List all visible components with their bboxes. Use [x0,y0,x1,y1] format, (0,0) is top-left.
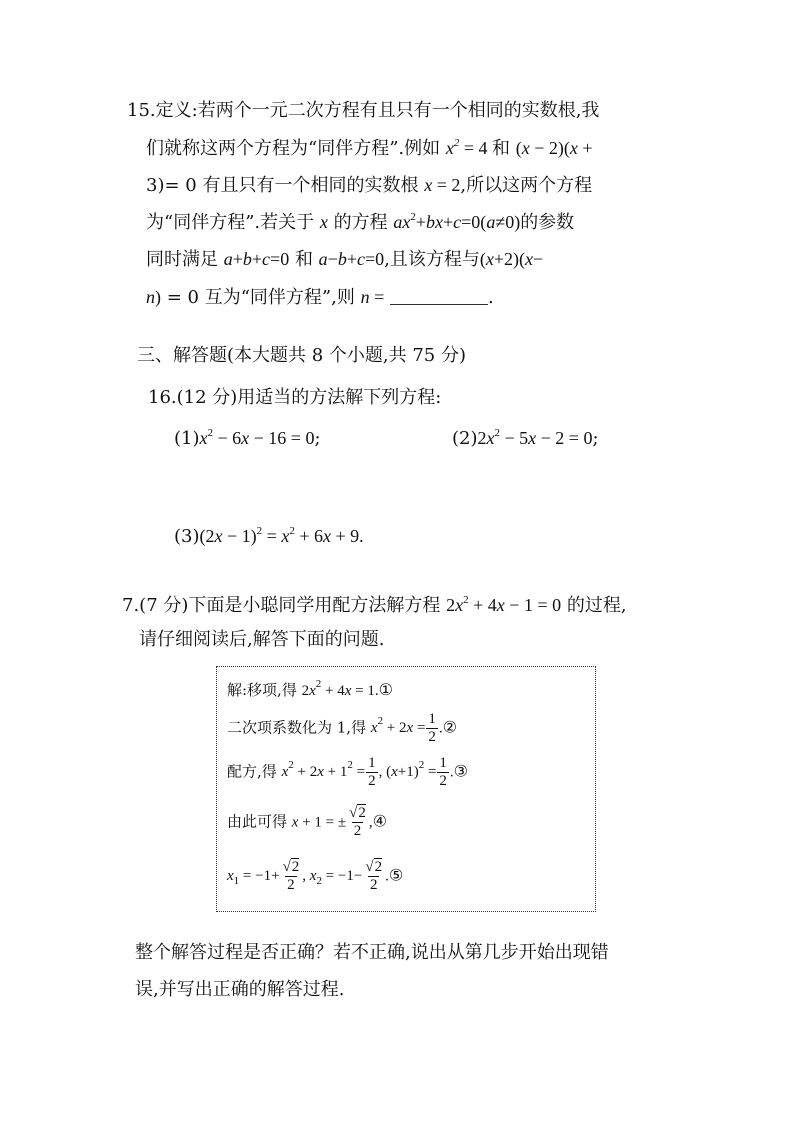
q17-text-2: 请仔细阅读后,解答下面的问题. [139,629,385,650]
q16-p2-end: ; [592,428,599,449]
q16-title: 16.(12 分)用适当的方法解下列方程: [148,387,442,408]
step-4: 由此可得 x + 1 = ± $\frac{√2}{2}$ ,④ [227,805,387,839]
q16-header [148,389,441,407]
q17-question-text-2: 误,并写出正确的解答过程. [135,979,345,1000]
q15-math-quadratic: $ax^2+bx+c=0(a\ne 0)$ [393,211,521,232]
q15-text-4a: 为“同伴方程”.若关于 [146,212,315,233]
fraction-1-2: $\frac{1}{2}$ [428,711,436,745]
q16-part-1 [174,429,321,448]
q17-question-1 [135,944,609,962]
q15-math-factor2: (x+2)(x− [479,249,544,269]
q17-line-1 [122,596,627,615]
step-2-num: ② [442,717,457,737]
q15-text-3a: 3)= 0 有且只有一个相同的实数根 [146,175,419,196]
section-title: 三、解答题(本大题共 8 个小题,共 75 分) [137,345,467,366]
q16-p2-label: (2) [452,428,478,449]
fraction-1-2: $\frac{1}{2}$ [439,755,447,789]
q16-p3-equation: $(2x - 1)^2 = x^2 + 6x + 9$. [199,525,364,546]
q16-p1-end: ; [314,428,321,449]
fraction-1-2: $\frac{1}{2}$ [368,755,376,789]
q15-text-2a: 们就称这两个方程为“同伴方程”.例如 [146,138,441,159]
fraction-sqrt2-2: $\frac{√2}{2}$ [282,859,300,893]
q15-line-2: 们就称这两个方程为“同伴方程”.例如 $x^2 = 4$ 和 (x − 2)(x + [146,137,593,159]
q15-math-n: n) [146,287,161,307]
answer-blank[interactable] [390,290,488,305]
q16-part-2 [452,429,599,448]
q15-math-n-eq: n = [360,287,385,307]
fraction-sqrt2-2: $\frac{√2}{2}$ [349,805,366,839]
step-1-text: 解:移项,得 [227,681,297,699]
step-5: $x_1 = -1+$ $\frac{√2}{2}$ , $x_2 = -1-$ $\frac{√2}{2}$ .⑤ [227,859,404,893]
q15-math-x: x [319,212,328,232]
q15-text-6b: . [487,287,494,308]
q15-line-4 [146,213,574,232]
step-3-text: 配方,得 [227,762,277,781]
q15-text-3b: ,所以这两个方程 [460,175,593,196]
q17-question-text-1: 整个解答过程是否正确？若不正确,说出从第几步开始出现错 [135,942,609,963]
solution-box [216,666,596,912]
q15-text-4c: 的参数 [520,212,575,233]
step-1-num: ① [378,680,393,699]
q17-text-1a: 7.(7 分)下面是小聪同学用配方法解方程 [122,595,441,616]
step-1: 解:移项,得 $2x^2 + 4x$ = 1.① [227,678,393,699]
step-3: 配方,得 $x^2 + 2x + 1^2$ = $\frac{1}{2}$ , $(x+1)^2$ = $\frac{1}{2}$ .③ [227,755,469,789]
section-heading [137,347,466,365]
q15-math-x-eq-2: x = 2 [424,175,461,195]
q15-math-x2-eq-4: $x^2$ [445,137,460,158]
step-3-num: ③ [453,761,469,781]
q17-line-2 [139,631,384,649]
q16-part-3 [174,527,364,546]
q15-math-cond1: a+b+c=0 [223,249,290,269]
q17-text-1b: 的过程, [566,595,627,616]
q16-p2-equation: $2x^2 - 5x - 2 = 0$ [477,427,593,448]
q15-math-factor: (x − 2)(x + [515,138,593,158]
q15-line-6 [146,288,494,307]
q15-text-1: 15.定义:若两个一元二次方程有且只有一个相同的实数根,我 [127,100,600,121]
q15-text-5a: 同时满足 [146,249,218,270]
q15-text-2b: 和 [492,138,511,159]
q17-equation: $2x^2 + 4x - 1 = 0$ [446,594,562,615]
q15-text-5c: ,且该方程与 [384,249,480,270]
q16-p1-label: (1) [174,428,200,449]
fraction-sqrt2-2: $\frac{√2}{2}$ [365,859,383,893]
q15-text-5b: 和 [294,249,313,270]
q15-line-5 [146,250,543,269]
q16-p3-label: (3) [174,526,200,547]
step-2-text: 二次项系数化为 1,得 [227,718,367,737]
q15-text-6a: = 0 互为“同伴方程”,则 [166,287,355,308]
q15-line-3 [146,176,592,195]
q16-p1-equation: $x^2 - 6x - 16 = 0$ [199,427,315,448]
q15-line-1 [127,102,599,120]
step-4-num: ④ [372,811,387,831]
q17-question-2 [135,981,344,999]
step-5-num: ⑤ [388,865,404,885]
q15-text-4b: 的方程 [333,212,388,233]
step-2: 二次项系数化为 1,得 $x^2 + 2x$ = $\frac{1}{2}$ .② [227,711,457,745]
step-4-text: 由此可得 [227,812,288,831]
q15-math-cond2: a−b+c=0 [318,249,385,269]
